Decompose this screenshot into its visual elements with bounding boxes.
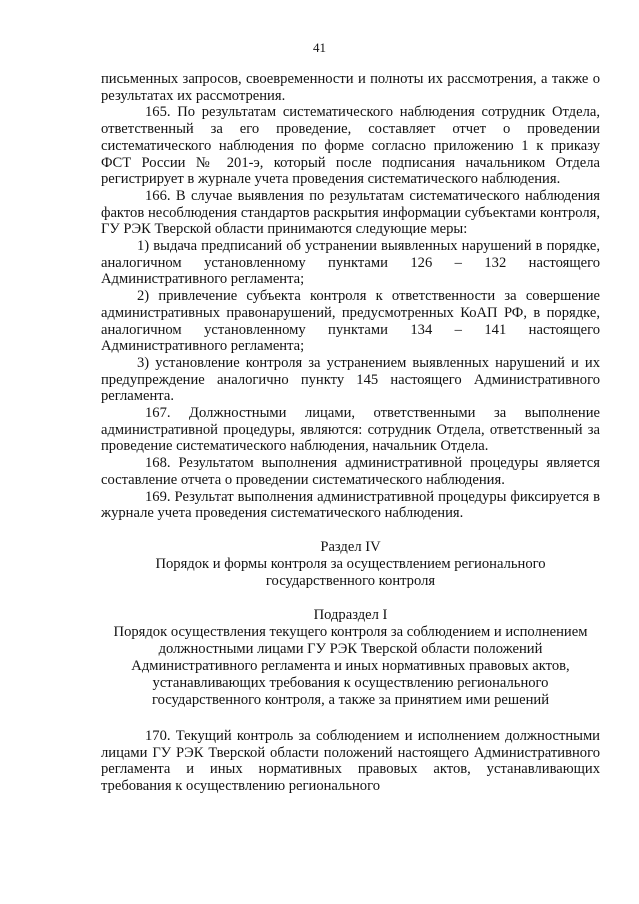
- document-body: [101, 71, 600, 795]
- paragraph-169: 169. Результат выполнения административной процедуры фиксируется в журнале учета проведения систематического наблюдения.: [101, 488, 600, 522]
- paragraph-continuation: письменных запросов, своевременности и полноты их рассмотрения, а также о результатах их рассмотрения.: [101, 71, 600, 104]
- paragraph-168: 168. Результатом выполнения административной процедуры является составление отчета о проведении систематического наблюдения.: [101, 455, 600, 488]
- paragraph-165: 165. По результатам систематического наблюдения сотрудник Отдела, ответственный за его проведение, составляет отчет о проведении систематического наблюдения по форме согласно приложению 1 к приказу ФСТ России № 201-э, который после подписания начальником Отдела регистрирует в журнале учета проведения систематического наблюдения.: [101, 104, 600, 188]
- paragraph-166-item-1: 1) выдача предписаний об устранении выявленных нарушений в порядке, аналогичном установленному пунктами 126 – 132 настоящего Административного регламента;: [101, 238, 600, 288]
- paragraph-166-item-2: 2) привлечение субъекта контроля к ответственности за совершение административных правонарушений, предусмотренных КоАП РФ, в порядке, аналогичном установленному пунктами 134 – 141 настоящего Административного регламента;: [101, 288, 600, 355]
- subsection-name-line-1: Порядок осуществления текущего контроля за соблюдением и исполнением: [113, 623, 588, 640]
- paragraph-167: 167. Должностными лицами, ответственными за выполнение административной процедуры, являются: сотрудник Отдела, ответственный за проведение систематического наблюдения, начальник Отдела.: [101, 405, 600, 455]
- subsection-name-line-5: государственного контроля, а также за принятием ими решений: [151, 691, 550, 708]
- subsection-name-line-3: Административного регламента и иных нормативных правовых актов,: [131, 657, 570, 674]
- subsection-name-line-2: должностными лицами ГУ РЭК Тверской области положений: [158, 640, 543, 657]
- subsection-name-line-4: устанавливающих требования к осуществлению регионального: [152, 674, 549, 691]
- subsection-title: Подраздел I: [313, 606, 388, 623]
- section-title: Раздел IV: [320, 538, 381, 555]
- paragraph-170: 170. Текущий контроль за соблюдением и исполнением должностными лицами ГУ РЭК Тверской области положений настоящего Административного регламента и иных нормативных правовых актов, устанавливающих требования к осуществлению регионального: [101, 727, 600, 795]
- paragraph-166-item-3: 3) установление контроля за устранением выявленных нарушений и их предупреждение аналогично пункту 145 настоящего Административного регламента.: [101, 354, 600, 405]
- paragraph-166: 166. В случае выявления по результатам систематического наблюдения фактов несоблюдения стандартов раскрытия информации субъектами контроля, ГУ РЭК Тверской области принимаются следующие меры:: [101, 187, 600, 238]
- section-name-line-1: Порядок и формы контроля за осуществлением регионального: [155, 555, 546, 572]
- page-number: 41: [313, 40, 326, 55]
- section-name-line-2: государственного контроля: [265, 572, 436, 589]
